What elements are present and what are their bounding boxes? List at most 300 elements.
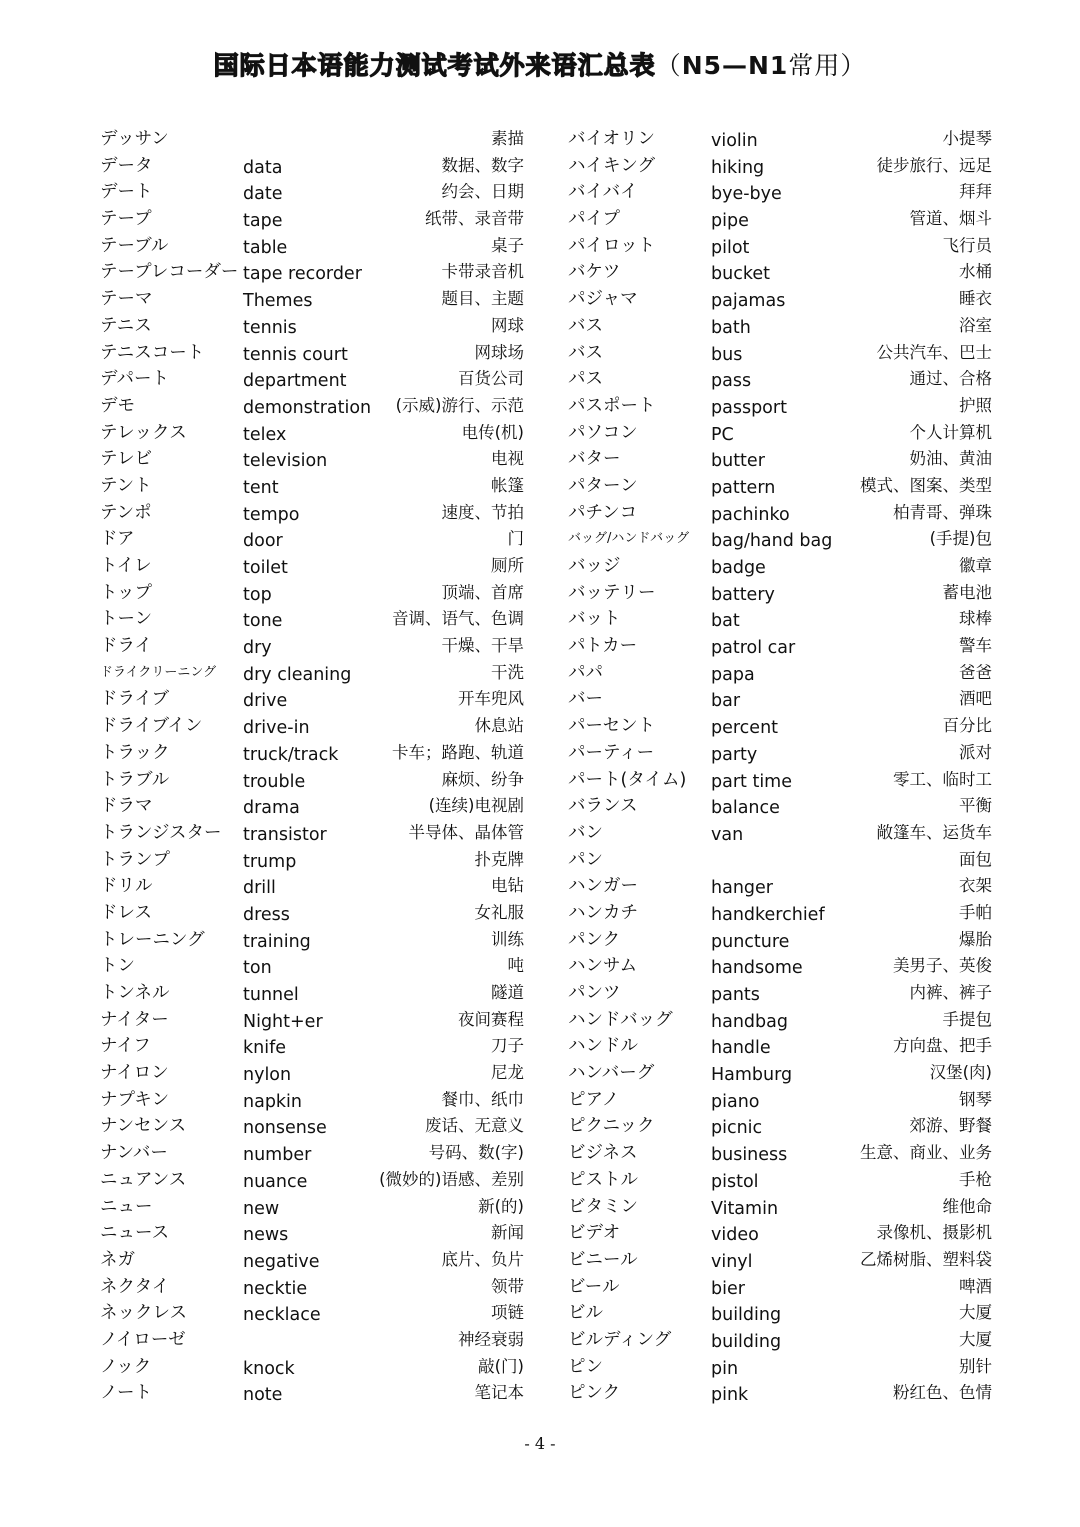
chinese-meaning: 开车兜风 [458, 689, 524, 709]
chinese-meaning: 手枪 [959, 1169, 992, 1189]
chinese-meaning: 敞篷车、运货车 [876, 822, 992, 842]
chinese-meaning: 乙烯树脂、塑料袋 [860, 1249, 992, 1269]
vocab-row [100, 473, 530, 500]
vocab-row [100, 340, 530, 367]
katakana-word: ノイローゼ [100, 1329, 186, 1350]
title-level-range: N5—N1 [681, 51, 789, 80]
katakana-word: ハンサム [568, 956, 638, 977]
vocab-row [100, 446, 530, 473]
chinese-meaning: 酒吧 [959, 689, 992, 709]
vocab-row [100, 767, 530, 794]
chinese-meaning: 生意、商业、业务 [860, 1143, 992, 1163]
vocab-row [100, 580, 530, 607]
english-origin: pink [711, 1385, 749, 1406]
katakana-word: バランス [568, 796, 638, 817]
chinese-meaning: 门 [507, 529, 524, 549]
katakana-word: ナンセンス [100, 1116, 187, 1137]
katakana-word: ビデオ [568, 1223, 621, 1244]
vocab-row [100, 420, 530, 447]
katakana-word: トラブル [100, 769, 170, 790]
katakana-word: ビル [568, 1303, 603, 1324]
vocab-row [100, 1194, 530, 1221]
english-origin: business [711, 1145, 788, 1166]
katakana-word: バター [568, 449, 621, 470]
chinese-meaning: 手提包 [942, 1009, 992, 1029]
vocab-row [100, 1220, 530, 1247]
vocab-row [100, 873, 530, 900]
chinese-meaning: 桌子 [491, 235, 524, 255]
english-origin: news [243, 1225, 289, 1246]
english-origin: building [711, 1331, 782, 1352]
katakana-word: トップ [100, 582, 152, 603]
english-origin: ton [243, 958, 272, 979]
english-origin: Themes [243, 291, 313, 312]
katakana-word: テント [100, 475, 152, 496]
chinese-meaning: 徒步旅行、远足 [876, 155, 992, 175]
katakana-word: テーブル [100, 235, 169, 256]
english-origin: part time [711, 771, 792, 792]
english-origin: dry cleaning [243, 664, 352, 685]
vocab-row [568, 713, 998, 740]
vocab-row [568, 526, 998, 553]
chinese-meaning: 网球 [491, 315, 524, 335]
english-origin: balance [711, 798, 780, 819]
english-origin: television [243, 451, 328, 472]
chinese-meaning: 新(的) [478, 1196, 524, 1216]
chinese-meaning: 干燥、干旱 [441, 636, 524, 656]
katakana-word: ナンバー [100, 1143, 168, 1164]
chinese-meaning: 个人计算机 [909, 422, 992, 442]
chinese-meaning: 美男子、英俊 [893, 956, 992, 976]
chinese-meaning: 衣架 [959, 876, 992, 896]
katakana-word: トンネル [100, 983, 170, 1003]
katakana-word: ハンドバッグ [568, 1009, 673, 1030]
english-origin: knife [243, 1038, 287, 1059]
katakana-word: テニス [100, 315, 152, 336]
katakana-word: ドライクリーニング [100, 664, 217, 680]
katakana-word: テニスコート [100, 342, 205, 363]
chinese-meaning: 奶油、黄油 [909, 449, 992, 469]
chinese-meaning: 爸爸 [959, 662, 992, 682]
vocab-row [100, 1247, 530, 1274]
vocab-row [100, 660, 530, 687]
vocab-row [568, 1060, 998, 1087]
english-origin: bag/hand bag [711, 531, 833, 552]
vocab-row [568, 660, 998, 687]
english-origin: pattern [711, 477, 776, 498]
chinese-meaning: 餐巾、纸巾 [441, 1089, 524, 1109]
katakana-word: パイプ [568, 209, 620, 230]
chinese-meaning: 汉堡(肉) [929, 1063, 992, 1083]
katakana-word: ピンク [568, 1383, 621, 1404]
vocab-row [568, 366, 998, 393]
page-title [0, 46, 1080, 82]
english-origin: picnic [711, 1118, 763, 1139]
katakana-word: パン [568, 849, 603, 870]
chinese-meaning: 别针 [959, 1356, 992, 1376]
chinese-meaning: 电钻 [491, 876, 524, 896]
vocab-row [100, 927, 530, 954]
katakana-word: トイレ [100, 556, 152, 576]
katakana-word: パンツ [568, 983, 621, 1003]
vocab-column-right [568, 126, 998, 1407]
chinese-meaning: 号码、数(字) [428, 1143, 524, 1163]
chinese-meaning: (连续)电视剧 [428, 796, 524, 816]
english-origin: tone [243, 611, 283, 632]
katakana-word: ビルディング [568, 1329, 672, 1350]
english-origin: truck/track [243, 744, 339, 765]
english-origin: necklace [243, 1305, 321, 1326]
vocab-row [568, 1033, 998, 1060]
english-origin: department [243, 371, 347, 392]
katakana-word: ドライブ [100, 689, 169, 710]
vocab-row [100, 713, 530, 740]
chinese-meaning: 百货公司 [458, 369, 524, 389]
vocab-row [568, 847, 998, 874]
english-origin: nylon [243, 1065, 292, 1086]
vocab-row [568, 179, 998, 206]
vocab-row [568, 633, 998, 660]
katakana-word: パジャマ [568, 289, 638, 310]
vocab-row [100, 233, 530, 260]
english-origin: pistol [711, 1171, 759, 1192]
chinese-meaning: 内裤、裤子 [909, 983, 992, 1002]
english-origin: nonsense [243, 1118, 327, 1139]
katakana-word: パート(タイム) [568, 769, 687, 790]
katakana-word: トランジスター [100, 822, 222, 843]
chinese-meaning: 底片、负片 [441, 1249, 524, 1269]
vocab-row [100, 1033, 530, 1060]
katakana-word: パス [568, 369, 603, 390]
chinese-meaning: 飞行员 [942, 235, 992, 255]
chinese-meaning: 钢琴 [959, 1089, 992, 1109]
katakana-word: パスポート [568, 395, 656, 416]
katakana-word: パーティー [568, 742, 655, 763]
chinese-meaning: 公共汽车、巴士 [876, 342, 992, 362]
vocab-row [568, 1167, 998, 1194]
english-origin: knock [243, 1358, 295, 1379]
vocab-row [100, 366, 530, 393]
vocab-row [568, 1140, 998, 1167]
katakana-word: ノート [100, 1383, 152, 1404]
vocab-row [568, 553, 998, 580]
chinese-meaning: 题目、主题 [441, 289, 524, 309]
vocab-row [568, 900, 998, 927]
katakana-word: テレビ [100, 449, 153, 470]
english-origin: handbag [711, 1011, 788, 1032]
chinese-meaning: (手提)包 [929, 529, 992, 549]
english-origin: table [243, 237, 288, 258]
vocab-column-left [100, 126, 530, 1407]
english-origin: video [711, 1225, 759, 1246]
katakana-word: ハンカチ [568, 902, 638, 923]
english-origin: trouble [243, 771, 306, 792]
vocab-row [568, 1327, 998, 1354]
katakana-word: テレックス [100, 422, 187, 443]
katakana-word: バイバイ [568, 182, 638, 203]
chinese-meaning: 电传(机) [461, 422, 524, 442]
chinese-meaning: 干洗 [491, 662, 524, 682]
vocab-row [100, 179, 530, 206]
english-origin: toilet [243, 558, 288, 578]
english-origin: PC [711, 424, 734, 445]
vocab-row [568, 1087, 998, 1114]
english-origin: date [243, 184, 283, 205]
english-origin: party [711, 744, 758, 765]
vocab-row [100, 313, 530, 340]
vocab-row [568, 1247, 998, 1274]
katakana-word: ドライブイン [100, 716, 203, 737]
katakana-word: デート [100, 182, 153, 203]
chinese-meaning: 训练 [491, 929, 524, 949]
vocab-row [568, 1300, 998, 1327]
katakana-word: パンク [568, 929, 621, 950]
katakana-word: ピアノ [568, 1089, 620, 1110]
vocab-row [568, 580, 998, 607]
chinese-meaning: 粉红色、色情 [893, 1383, 992, 1403]
vocab-row [100, 1274, 530, 1301]
katakana-word: ネックレス [100, 1303, 187, 1324]
katakana-word: ドア [100, 529, 135, 550]
chinese-meaning: 模式、图案、类型 [860, 475, 992, 495]
title-open-paren: （ [655, 51, 682, 80]
katakana-word: ニュー [100, 1196, 153, 1217]
english-origin: pin [711, 1358, 739, 1379]
english-origin: pass [711, 371, 752, 392]
english-origin: puncture [711, 931, 790, 952]
chinese-meaning: 废话、无意义 [425, 1116, 524, 1136]
vocab-row [568, 873, 998, 900]
vocab-row [568, 980, 998, 1007]
katakana-word: ニュアンス [100, 1169, 187, 1190]
english-origin: drama [243, 798, 300, 819]
chinese-meaning: 维他命 [942, 1196, 992, 1216]
vocab-row [568, 793, 998, 820]
chinese-meaning: 项链 [491, 1303, 524, 1323]
chinese-meaning: 录像机、摄影机 [876, 1223, 992, 1243]
katakana-word: ドリル [100, 876, 153, 897]
english-origin: tempo [243, 504, 300, 525]
english-origin: tape [243, 211, 283, 232]
english-origin: building [711, 1305, 782, 1326]
english-origin: percent [711, 718, 779, 739]
chinese-meaning: 夜间赛程 [458, 1009, 524, 1029]
chinese-meaning: 大厦 [959, 1329, 992, 1349]
vocab-row [100, 1007, 530, 1034]
english-origin: tennis [243, 317, 297, 338]
katakana-word: パーセント [568, 716, 656, 737]
english-origin: number [243, 1145, 312, 1166]
chinese-meaning: 电视 [491, 449, 524, 469]
katakana-word: パソコン [568, 422, 638, 443]
katakana-word: テープレコーダー [100, 262, 239, 283]
english-origin: Night+er [243, 1011, 323, 1032]
english-origin: battery [711, 584, 775, 605]
chinese-meaning: 网球场 [474, 342, 524, 362]
vocab-row [568, 126, 998, 153]
katakana-word: トン [100, 956, 135, 977]
vocab-row [568, 1220, 998, 1247]
vocab-row [100, 953, 530, 980]
vocab-row [568, 259, 998, 286]
katakana-word: ピン [568, 1356, 603, 1377]
english-origin: new [243, 1198, 280, 1219]
chinese-meaning: 大厦 [959, 1303, 992, 1323]
vocab-row [100, 1300, 530, 1327]
vocab-row [568, 500, 998, 527]
katakana-word: バイオリン [568, 129, 655, 149]
vocab-row [100, 606, 530, 633]
chinese-meaning: 吨 [507, 956, 524, 976]
chinese-meaning: 约会、日期 [441, 182, 524, 202]
chinese-meaning: 扑克牌 [474, 849, 524, 869]
vocab-row [100, 153, 530, 180]
english-origin: bus [711, 344, 743, 365]
english-origin: bier [711, 1278, 745, 1299]
english-origin: tennis court [243, 344, 348, 365]
english-origin: nuance [243, 1171, 308, 1192]
katakana-word: バット [568, 609, 621, 630]
vocab-row [568, 313, 998, 340]
english-origin: pipe [711, 211, 749, 232]
vocab-row [568, 686, 998, 713]
vocab-row [100, 1087, 530, 1114]
katakana-word: ハンバーグ [568, 1063, 655, 1084]
english-origin: Hamburg [711, 1065, 793, 1086]
vocab-row [568, 206, 998, 233]
english-origin: demonstration [243, 397, 372, 418]
katakana-word: バー [568, 689, 603, 710]
english-origin: handle [711, 1038, 771, 1059]
vocab-row [100, 1140, 530, 1167]
katakana-word: ビタミン [568, 1196, 638, 1217]
english-origin: necktie [243, 1278, 308, 1299]
vocab-row [568, 233, 998, 260]
english-origin: dry [243, 638, 272, 659]
vocab-row [100, 393, 530, 420]
vocab-row [100, 1113, 530, 1140]
vocab-row [568, 1380, 998, 1407]
katakana-word: ピクニック [568, 1116, 655, 1137]
katakana-word: ビール [568, 1276, 620, 1297]
vocab-row [568, 393, 998, 420]
english-origin: violin [711, 131, 758, 151]
chinese-meaning: 小提琴 [942, 129, 992, 148]
english-origin: patrol car [711, 638, 796, 659]
katakana-word: ドライ [100, 636, 152, 657]
vocab-row [568, 820, 998, 847]
katakana-word: ナプキン [100, 1089, 170, 1110]
chinese-meaning: 百分比 [942, 716, 992, 736]
vocab-row [568, 1007, 998, 1034]
chinese-meaning: 刀子 [491, 1036, 524, 1056]
vocab-row [100, 126, 530, 153]
vocab-row [100, 1327, 530, 1354]
vocab-row [568, 927, 998, 954]
chinese-meaning: 半导体、晶体管 [408, 822, 524, 842]
katakana-word: デッサン [100, 129, 169, 149]
chinese-meaning: 郊游、野餐 [909, 1116, 992, 1136]
vocab-row [100, 259, 530, 286]
vocab-row [568, 767, 998, 794]
chinese-meaning: 派对 [959, 742, 992, 762]
english-origin: piano [711, 1091, 760, 1112]
vocab-row [568, 420, 998, 447]
english-origin: transistor [243, 824, 327, 845]
katakana-word: トランプ [100, 849, 170, 870]
chinese-meaning: 球棒 [959, 609, 992, 629]
chinese-meaning: 爆胎 [959, 929, 992, 949]
katakana-word: デモ [100, 395, 135, 416]
english-origin: butter [711, 451, 765, 472]
katakana-word: トレーニング [100, 929, 205, 950]
katakana-word: ナイフ [100, 1036, 151, 1057]
chinese-meaning: 方向盘、把手 [893, 1036, 992, 1056]
english-origin: drive [243, 691, 288, 712]
vocab-row [100, 1380, 530, 1407]
katakana-word: トーン [100, 609, 153, 630]
chinese-meaning: 徽章 [959, 556, 992, 575]
katakana-word: パイロット [568, 235, 656, 256]
english-origin: pajamas [711, 291, 786, 312]
english-origin: van [711, 824, 744, 845]
english-origin: training [243, 931, 311, 952]
chinese-meaning: 速度、节拍 [441, 502, 524, 522]
chinese-meaning: 管道、烟斗 [909, 209, 992, 229]
katakana-word: ニュース [100, 1223, 170, 1244]
katakana-word: ピストル [568, 1169, 638, 1190]
chinese-meaning: 浴室 [959, 315, 992, 335]
chinese-meaning: 护照 [959, 395, 992, 415]
chinese-meaning: 麻烦、纷争 [441, 769, 524, 789]
vocab-row [100, 900, 530, 927]
katakana-word: ビニール [568, 1249, 638, 1270]
katakana-word: トラック [100, 742, 170, 763]
katakana-word: パターン [568, 475, 638, 496]
chinese-meaning: 柏青哥、弹珠 [893, 502, 992, 522]
vocab-row [100, 526, 530, 553]
vocab-row [568, 1194, 998, 1221]
english-origin: pachinko [711, 504, 790, 525]
katakana-word: ビジネス [568, 1143, 638, 1164]
english-origin: badge [711, 558, 766, 578]
vocab-row [568, 446, 998, 473]
katakana-word: データ [100, 155, 153, 176]
katakana-word: パチンコ [568, 502, 638, 523]
chinese-meaning: 女礼服 [474, 902, 524, 922]
vocab-row [568, 340, 998, 367]
chinese-meaning: (微妙的)语感、差别 [379, 1169, 524, 1189]
english-origin: door [243, 531, 283, 552]
chinese-meaning: 新闻 [491, 1223, 524, 1243]
chinese-meaning: 卡带录音机 [441, 262, 524, 282]
chinese-meaning: 顶端、首席 [441, 582, 524, 602]
katakana-word: ハンドル [568, 1036, 638, 1057]
katakana-word: バッグ/ハンドバッグ [568, 531, 690, 547]
english-origin: pants [711, 985, 760, 1005]
english-origin: negative [243, 1251, 320, 1272]
chinese-meaning: 敲(门) [478, 1356, 524, 1376]
katakana-word: テープ [100, 209, 152, 230]
katakana-word: ドレス [100, 902, 152, 923]
vocab-row [100, 980, 530, 1007]
chinese-meaning: 尼龙 [491, 1063, 524, 1083]
katakana-word: テーマ [100, 289, 153, 310]
english-origin: drive-in [243, 718, 310, 739]
vocab-row [100, 1354, 530, 1381]
chinese-meaning: 睡衣 [959, 289, 992, 309]
katakana-word: バケツ [568, 262, 621, 283]
